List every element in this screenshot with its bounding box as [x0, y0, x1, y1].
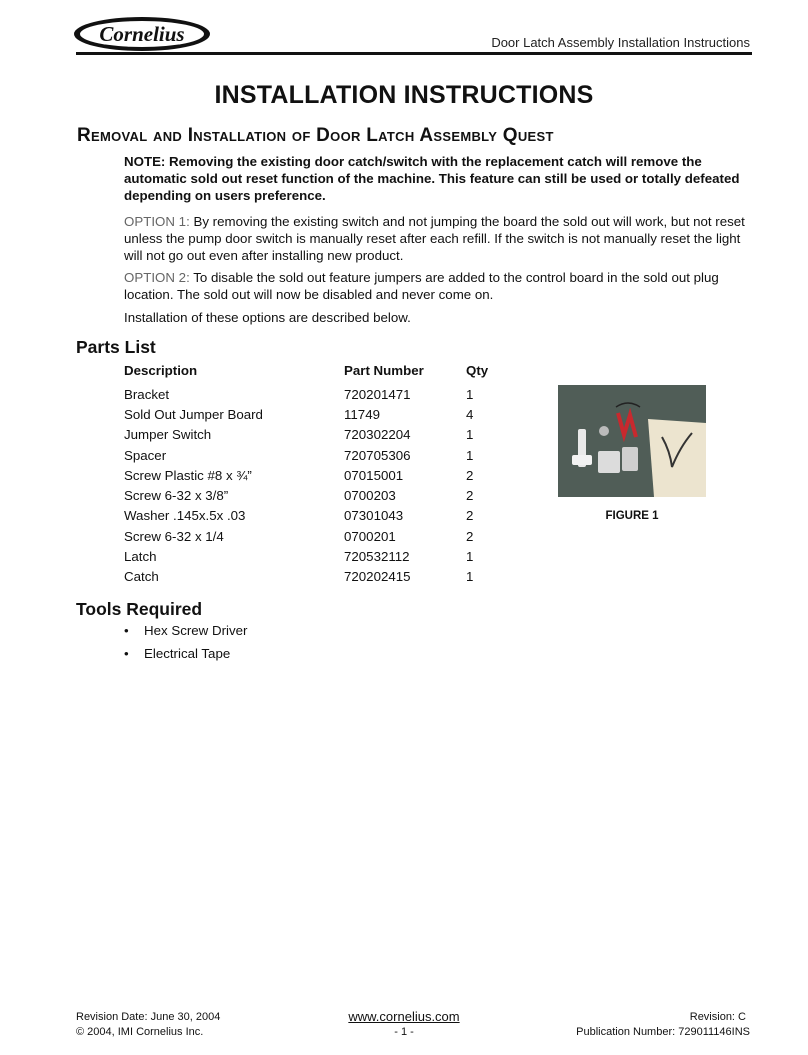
part-number: 0700203	[344, 488, 396, 504]
part-number: 0700201	[344, 528, 396, 544]
part-qty: 1	[466, 549, 474, 565]
column-header-qty: Qty	[466, 362, 489, 378]
footer-copyright: © 2004, IMI Cornelius Inc.	[76, 1026, 204, 1038]
footer-revision: Revision: C	[689, 1011, 746, 1023]
option1-paragraph	[124, 213, 748, 264]
logo-text: Cornelius	[99, 22, 185, 46]
page-title: INSTALLATION INSTRUCTIONS	[214, 81, 594, 109]
option2-paragraph	[124, 269, 748, 303]
part-qty: 1	[466, 447, 474, 463]
part-qty: 2	[466, 508, 474, 524]
part-description: Screw 6-32 x 1/4	[124, 528, 224, 544]
column-header-part-number: Part Number	[344, 362, 424, 378]
cornelius-logo	[72, 14, 212, 54]
table-row	[124, 404, 506, 424]
part-qty: 2	[466, 488, 474, 504]
part-description: Screw Plastic #8 x ¾”	[124, 467, 252, 483]
table-row	[124, 465, 506, 485]
option1-label: OPTION 1:	[124, 214, 190, 229]
part-number: 07301043	[344, 508, 404, 524]
table-row	[124, 526, 506, 546]
list-item	[124, 621, 247, 644]
part-qty: 1	[466, 386, 474, 402]
part-qty: 2	[466, 528, 474, 544]
table-row	[124, 384, 506, 404]
table-row	[124, 485, 506, 505]
part-description: Latch	[124, 549, 157, 565]
part-qty: 4	[466, 406, 474, 422]
table-row	[124, 546, 506, 566]
table-row	[124, 506, 506, 526]
footer-website-link[interactable]: www.cornelius.com	[348, 1009, 460, 1024]
part-description: Screw 6-32 x 3/8”	[124, 488, 229, 504]
part-qty: 1	[466, 569, 474, 585]
part-description: Jumper Switch	[124, 427, 212, 443]
table-row	[124, 567, 506, 587]
tools-list	[124, 621, 247, 667]
part-description: Bracket	[124, 386, 170, 402]
section-heading: Removal and Installation of Door Latch Assembly Quest	[77, 125, 554, 146]
part-number: 720202415	[344, 569, 411, 585]
footer-publication-number: Publication Number: 729011146INS	[576, 1026, 750, 1038]
part-description: Spacer	[124, 447, 167, 463]
tool-name: Hex Screw Driver	[144, 623, 248, 638]
part-description: Washer .145x.5x .03	[124, 508, 246, 524]
parts-list-heading: Parts List	[76, 337, 156, 357]
footer-page-number: - 1 -	[394, 1026, 414, 1038]
part-number: 720532112	[344, 549, 410, 565]
document-header-title: Door Latch Assembly Installation Instructions	[491, 35, 750, 50]
footer-revision-date: Revision Date: June 30, 2004	[76, 1011, 221, 1023]
part-number: 720302204	[344, 427, 411, 443]
bullet-icon: •	[124, 623, 129, 638]
install-note: Installation of these options are described below.	[124, 310, 411, 325]
parts-table	[124, 360, 506, 587]
part-number: 11749	[344, 406, 380, 422]
part-qty: 2	[466, 467, 474, 483]
column-header-description: Description	[124, 362, 198, 378]
bullet-icon: •	[124, 646, 129, 661]
part-description: Catch	[124, 569, 159, 585]
table-row	[124, 425, 506, 445]
part-number: 720705306	[344, 447, 411, 463]
header-rule	[76, 52, 752, 55]
note-paragraph: NOTE: Removing the existing door catch/switch with the replacement catch will remove the automatic sold out reset function of the machine. This feature can still be used or totally defeated depending on users preference.	[124, 154, 740, 203]
option2-label: OPTION 2:	[124, 270, 190, 285]
part-number: 07015001	[344, 467, 404, 483]
tool-name: Electrical Tape	[144, 646, 231, 661]
list-item	[124, 644, 247, 667]
part-number: 720201471	[344, 386, 411, 402]
table-row	[124, 445, 506, 465]
option2-text: To disable the sold out feature jumpers are added to the control board in the sold out plug location. The sold out will now be disabled and never come on.	[124, 270, 719, 302]
part-description: Sold Out Jumper Board	[124, 406, 263, 422]
parts-table-header	[124, 360, 506, 384]
figure-1-photo	[558, 385, 706, 497]
figure-caption: FIGURE 1	[605, 510, 659, 522]
tools-required-heading: Tools Required	[76, 599, 203, 619]
part-qty: 1	[466, 427, 474, 443]
option1-text: By removing the existing switch and not jumping the board the sold out will work, but not reset unless the pump door switch is manually reset after each refill. If the switch is not manually reset the light will not go out even after installing new product.	[124, 214, 745, 263]
